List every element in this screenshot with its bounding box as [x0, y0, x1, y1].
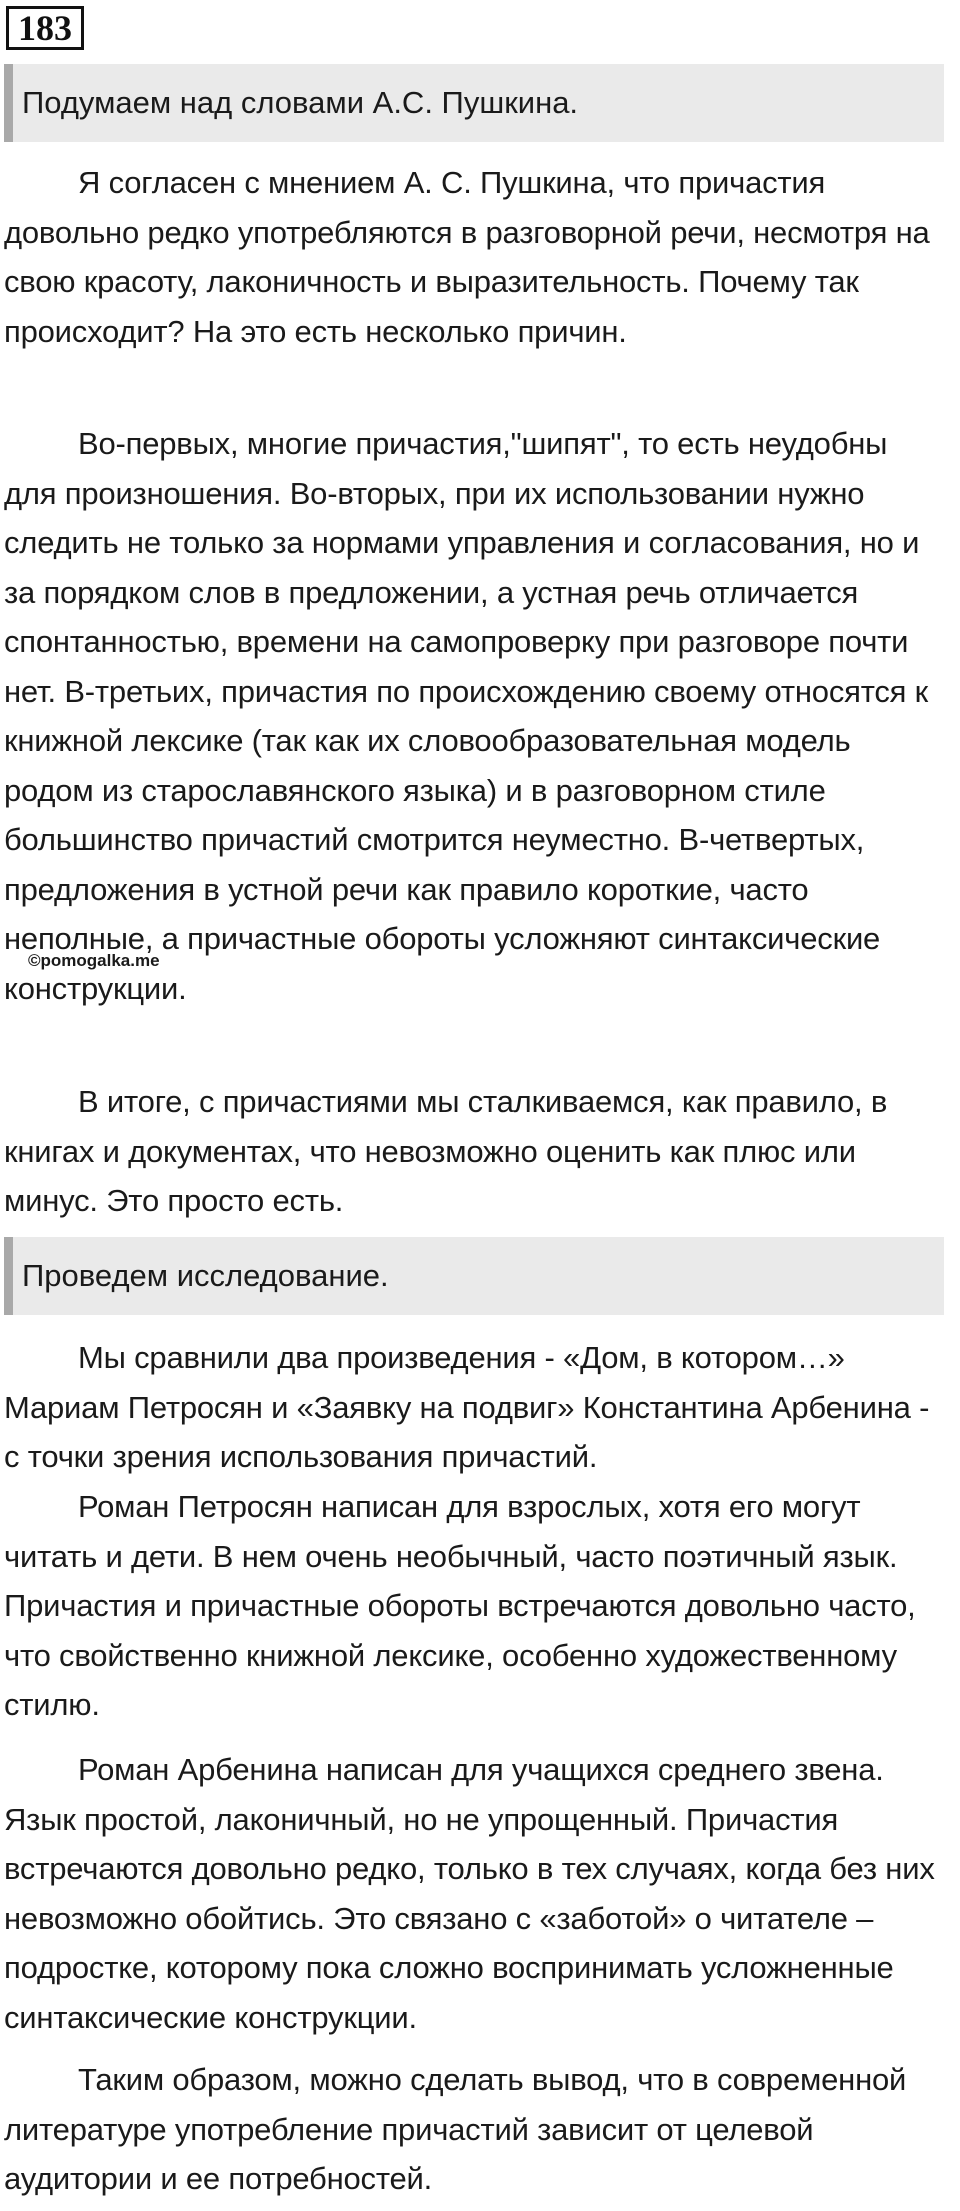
paragraph: Таким образом, можно сделать вывод, что в современной литературе употребление причастий зависит от целевой аудитории и ее потребностей. [4, 2062, 907, 2196]
section-header-research: Проведем исследование. [4, 1237, 944, 1315]
section-header-pushkin: Подумаем над словами А.С. Пушкина. [4, 64, 944, 142]
paragraph: Роман Петросян написан для взрослых, хотя его могут читать и дети. В нем очень необычный, часто поэтичный язык. Причастия и причастные обороты встречаются довольно часто, что свойственно книжной лексике, особенно художественному стилю. [4, 1489, 916, 1722]
paragraph: Роман Арбенина написан для учащихся среднего звена. Язык простой, лаконичный, но не упрощенный. Причастия встречаются довольно редко, только в тех случаях, когда без них невозможно обойтись. Это связано с «заботой» о читателе – подростке, которому пока сложно воспринимать усложненные синтаксические конструкции. [4, 1752, 935, 2035]
paragraph: Во-первых, многие причастия,"шипят", то есть неудобны для произношения. Во-вторых, при их использовании нужно следить не только за нормами управления и согласования, но и за порядком слов в предложении, а устная речь отличается спонтанностью, времени на самопроверку при разговоре почти нет. В-третьих, причастия по происхождению своему относятся к книжной лексике (так как их словообразовательная модель родом из старославянского языка) и в разговорном стиле большинство причастий смотрится неуместно. В-четвертых, предложения в устной речи как правило короткие, часто неполные, а причастные обороты усложняют синтаксические конструкции. [4, 426, 929, 1006]
paragraph: В итоге, с причастиями мы сталкиваемся, как правило, в книгах и документах, что невозможно оценить как плюс или минус. Это просто есть. [4, 1084, 888, 1218]
paragraph: Мы сравнили два произведения - «Дом, в котором…» Мариам Петросян и «Заявку на подвиг» Константина Арбенина - с точки зрения использования причастий. [4, 1340, 930, 1474]
task-number-badge: 183 [6, 6, 84, 50]
paragraph: Я согласен с мнением А. С. Пушкина, что причастия довольно редко употребляются в разговорной речи, несмотря на свою красоту, лаконичность и выразительность. Почему так происходит? На это есть несколько причин. [4, 165, 930, 349]
watermark: ©pomogalka.me [28, 951, 160, 970]
